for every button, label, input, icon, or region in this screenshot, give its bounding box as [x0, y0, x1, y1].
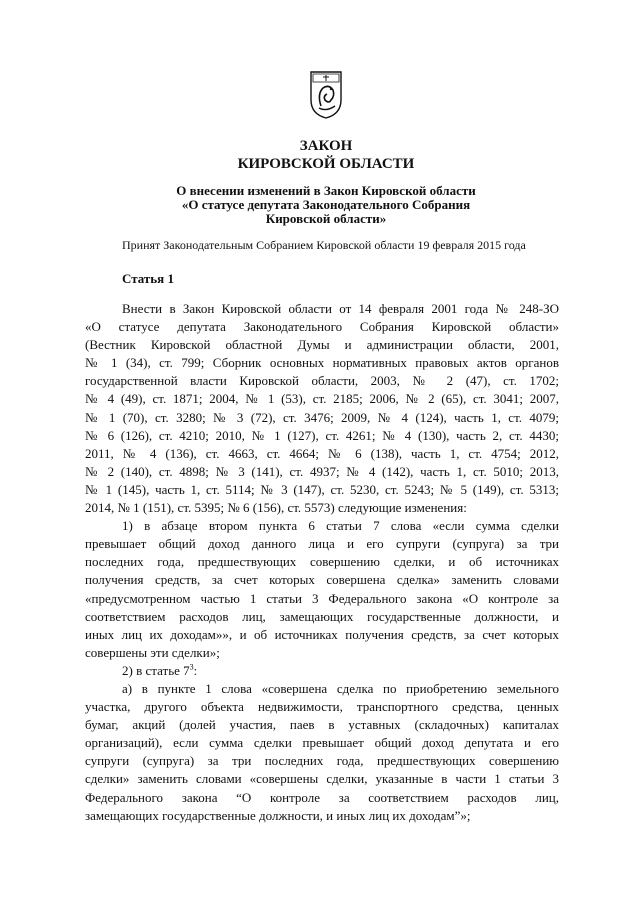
text-line: № 2 (140), ст. 4898; № 3 (141), ст. 4937; № 4 (142), часть 1, ст. 5010; 2013, [85, 463, 559, 479]
text-line: Внести в Закон Кировской области от 14 февраля 2001 года № 248-ЗО [122, 301, 559, 316]
article-body [85, 300, 559, 825]
text-line: супруги (супруга) за три последних года, предшествующих совершению [85, 753, 559, 769]
law-subject-line-1: О внесении изменений в Закон Кировской области [176, 183, 476, 198]
text-line: Федерального закона “О контроле за соответствием расходов лиц, [85, 789, 559, 805]
article-heading: Статья 1 [122, 271, 174, 286]
text-line: совершены эти сделки»; [85, 644, 220, 660]
text-line [85, 662, 559, 680]
text-line: «предусмотренном частью 1 статьи 3 Федерального закона «О контроле за [85, 590, 559, 606]
text-line: получения средств, за счет которых совершена сделка» заменить словами [85, 572, 559, 588]
adoption-note: Принят Законодательным Собранием Кировской области 19 февраля 2015 года [122, 238, 526, 252]
law-subject-line-2: «О статусе депутата Законодательного Собрания [181, 197, 471, 212]
text-line: № 6 (126), ст. 4210; 2010, № 1 (127), ст. 4261; № 4 (130), часть 2, ст. 4430; [85, 427, 559, 443]
text-line: № 1 (34), ст. 799; Сборник основных нормативных правовых актов органов [85, 355, 559, 371]
text-line: последних года, предшествующих совершению сделки, и об источниках [85, 554, 559, 570]
text-line: участка, другого объекта недвижимости, транспортного средства, ценных [85, 699, 559, 715]
item-2-paragraph [85, 662, 559, 680]
item-2-colon: : [193, 662, 198, 678]
text-line: № 1 (145), часть 1, ст. 5114; № 3 (147), ст. 5230, ст. 5243; № 5 (149), ст. 5313; [85, 481, 559, 497]
item-2a-paragraph [85, 680, 559, 825]
law-subject-line-3: Кировской области» [265, 211, 387, 226]
text-line: а) в пункте 1 слова «совершена сделка по приобретению земельного [122, 680, 559, 696]
text-line: организаций), если сумма сделки превышает общий доход депутата и его [85, 735, 559, 751]
text-line: 2011, № 4 (136), ст. 4663, ст. 4664; № 6 (138), часть 1, ст. 4754; 2012, [85, 445, 559, 461]
coat-of-arms-icon [309, 70, 343, 120]
text-line: бумаг, акций (долей участия, паев в уставных (складочных) капиталах [85, 717, 559, 733]
text-line: № 4 (49), ст. 1871; 2004, № 1 (53), ст. 2185; 2006, № 2 (65), ст. 3041; 2007, [85, 391, 559, 407]
law-title: ЗАКОН [299, 138, 353, 154]
text-line: превышает общий доход данного лица и его супруги (супруга) за три [85, 536, 559, 552]
text-line: сделки» заменить словами «совершены сделки, указанные в части 1 статьи 3 [85, 771, 559, 787]
text-line: соответствием расходов лиц, замещающих государственные должности, и [85, 608, 559, 624]
intro-paragraph [85, 300, 559, 517]
item-2-text: 2) в статье 7 [122, 662, 190, 678]
text-line: замещающих государственные должности, и иных лиц их доходам”»; [85, 807, 471, 823]
text-line: государственной власти Кировской области, 2003, № 2 (47), ст. 1702; [85, 373, 559, 389]
text-line: (Вестник Кировской областной Думы и администрации области, 2001, [85, 337, 559, 353]
text-line: 1) в абзаце втором пункта 6 статьи 7 слова «если сумма сделки [122, 518, 559, 534]
text-line: иных лиц их доходам»», и об источниках получения средств, за счет которых [85, 626, 559, 642]
law-region: КИРОВСКОЙ ОБЛАСТИ [237, 156, 415, 172]
text-line: «О статусе депутата Законодательного Собрания Кировской области» [85, 319, 559, 335]
text-line: 2014, № 1 (151), ст. 5395; № 6 (156), ст. 5573) следующие изменения: [85, 500, 467, 516]
text-line: № 1 (70), ст. 3280; № 3 (72), ст. 3476; 2009, № 4 (124), часть 1, ст. 4079; [85, 409, 559, 425]
article-superscript: 3 [189, 662, 194, 672]
item-1-paragraph [85, 517, 559, 662]
